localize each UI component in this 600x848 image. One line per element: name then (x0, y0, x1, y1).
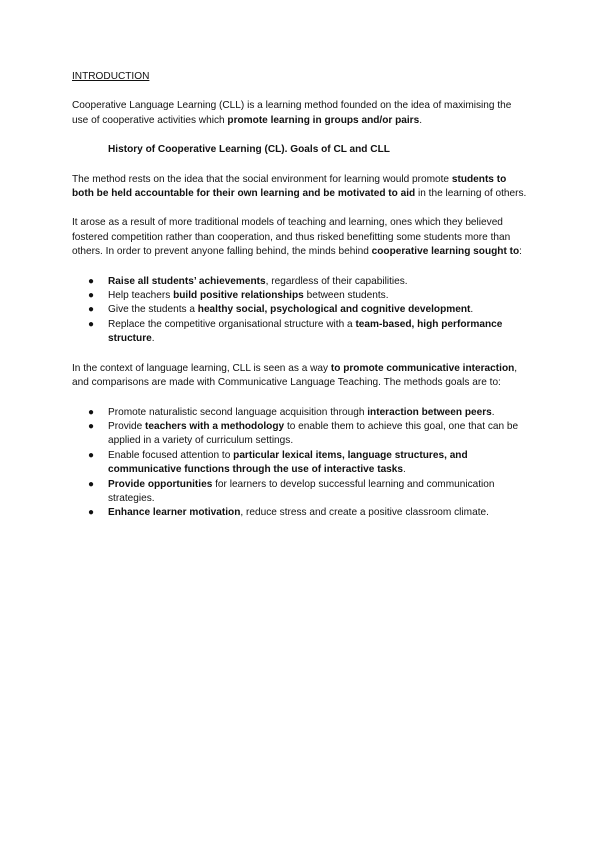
list-item-bold: Provide opportunities (108, 478, 213, 490)
list-item-bold: healthy social, psychological and cognitive development (197, 304, 471, 316)
bullet-icon: ● (87, 304, 95, 316)
list-item-bold: team-based, high performance structure (108, 318, 503, 345)
list-item-bold: interaction between peers (367, 406, 492, 418)
list-item (72, 275, 528, 289)
paragraph-2 (72, 216, 528, 259)
list-item-text: for learners to develop successful learning and communication strategies. (108, 478, 495, 504)
list-item (72, 318, 528, 347)
list-item-text: , reduce stress and create a positive classroom climate. (240, 507, 489, 519)
bullet-icon: ● (87, 420, 95, 432)
list-item (72, 303, 528, 317)
list-item-bold: Raise all students’ achievements (108, 275, 266, 287)
list-item-text: . (151, 333, 155, 345)
bullet-icon: ● (87, 275, 95, 287)
paragraph-1-text-2: in the learning of others. (415, 188, 527, 200)
intro-text-1: Cooperative Language Learning (CLL) is a learning method founded on the idea of maximising the use of cooperative activities which (72, 100, 512, 126)
list-item (72, 406, 528, 420)
bullet-icon: ● (87, 507, 95, 519)
goals-list-1 (72, 275, 528, 347)
list-item-text: between students. (303, 290, 389, 302)
list-item-bold: build positive relationships (173, 290, 304, 302)
list-item-bold: particular lexical items, language structures, and communicative functions through the use of interactive tasks (108, 449, 468, 476)
bullet-icon: ● (87, 406, 95, 418)
list-item-text: , regardless of their capabilities. (265, 275, 408, 287)
goals-list-2 (72, 406, 528, 521)
bullet-icon: ● (87, 318, 95, 330)
intro-text-2: . (419, 114, 423, 126)
list-item-text: Give the students a (108, 304, 198, 316)
bullet-icon: ● (87, 290, 95, 302)
list-item-text: Replace the competitive organisational structure with a (108, 318, 356, 330)
paragraph-3-text-1: In the context of language learning, CLL is seen as a way (72, 362, 331, 374)
section-subheading: History of Cooperative Learning (CL). Goals of CL and CLL (108, 144, 390, 156)
list-item (72, 478, 528, 507)
list-item-text: Provide (108, 420, 146, 432)
list-item (72, 420, 528, 449)
list-item-bold: teachers with a methodology (145, 420, 285, 432)
list-item (72, 506, 528, 520)
bullet-icon: ● (87, 478, 95, 490)
paragraph-1 (72, 173, 528, 202)
paragraph-3-bold-1: to promote communicative interaction (330, 362, 515, 374)
paragraph-1-text-1: The method rests on the idea that the social environment for learning would promote (72, 173, 452, 185)
list-item-text: Promote naturalistic second language acquisition through (108, 406, 368, 418)
paragraph-3 (72, 362, 528, 391)
list-item (72, 289, 528, 303)
list-item-text: to enable them to achieve this goal, one that can be applied in a variety of curriculum settings. (108, 420, 519, 447)
bullet-icon: ● (87, 449, 95, 461)
list-item-text: Help teachers (108, 290, 174, 302)
paragraph-2-text-2: : (519, 246, 522, 258)
paragraph-1-bold-1: students to both be held accountable for their own learning and be motivated to aid (72, 173, 507, 200)
list-item (72, 449, 528, 478)
paragraph-3-text-2: , and comparisons are made with Communicative Language Teaching. The methods goals are to: (72, 362, 518, 389)
document-body (72, 70, 528, 521)
list-item-bold: Enhance learner motivation (108, 507, 241, 519)
list-item-text: . (491, 406, 495, 418)
list-item-text: . (470, 304, 474, 316)
intro-bold-1: promote learning in groups and/or pairs (227, 114, 420, 126)
paragraph-2-text-1: It arose as a result of more traditional models of teaching and learning, ones which they believed fostered competition rather than cooperation, and thus risked benefitting some students more than others. In order to prevent anyone falling behind, the minds behind (72, 217, 511, 258)
intro-paragraph (72, 99, 528, 128)
paragraph-2-bold-1: cooperative learning sought to (371, 246, 520, 258)
list-item-text: Enable focused attention to (108, 449, 234, 461)
list-item-text: . (403, 464, 406, 476)
page-title: INTRODUCTION (72, 71, 150, 82)
